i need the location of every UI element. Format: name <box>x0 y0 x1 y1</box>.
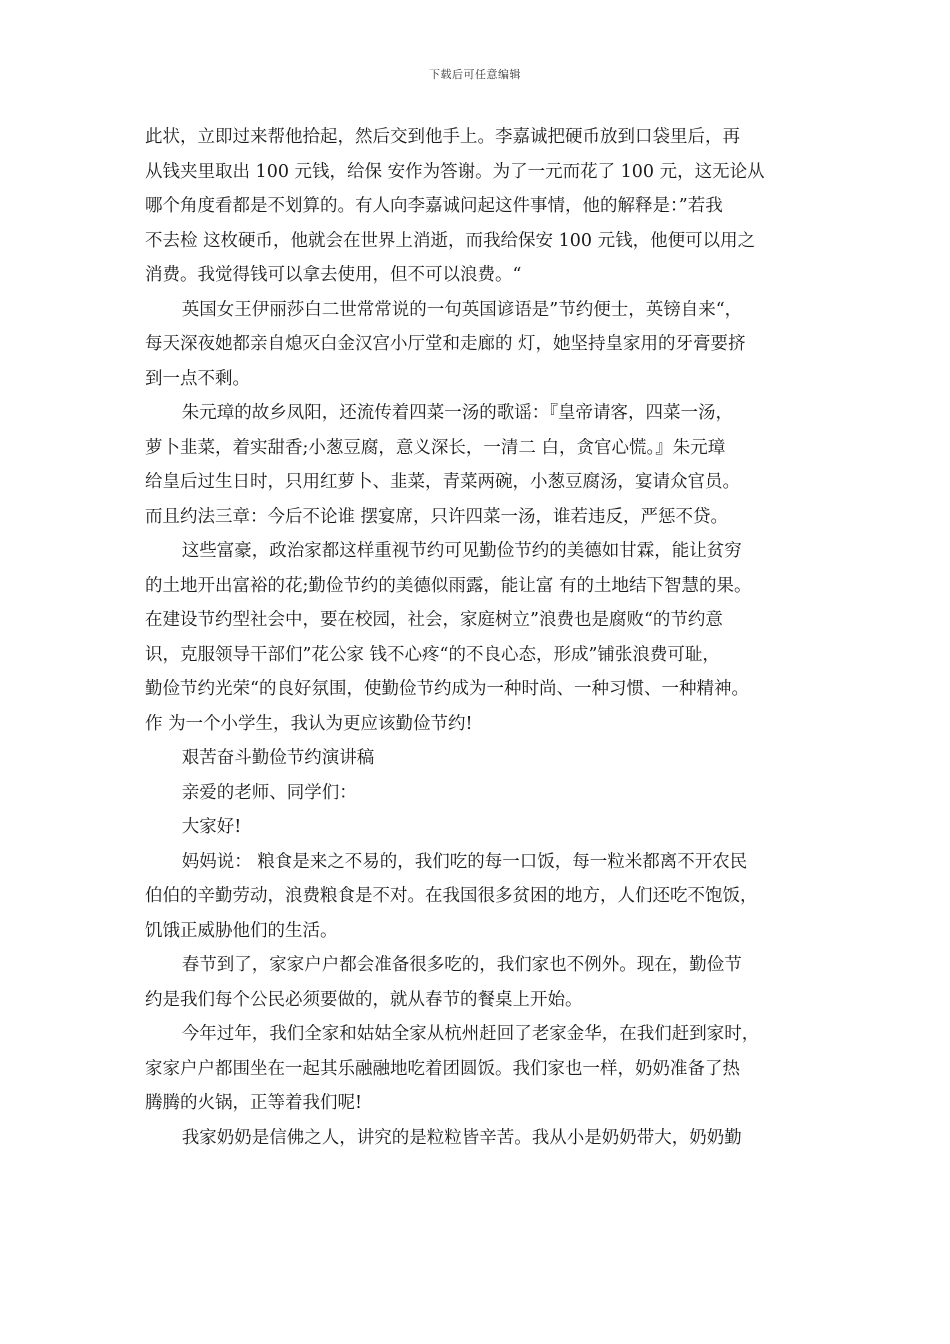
paragraph-5: 妈妈说： 粮食是来之不易的，我们吃的每一口饭，每一粒米都离不开农民 伯伯的辛勤劳动，浪费粮食是不对。在我国很多贫困的地方，人们还吃不饱饭， 饥饿正威胁他们的生活。 <box>145 851 758 941</box>
document-body <box>145 120 825 1155</box>
page-header: 下载后可任意编辑 <box>429 68 521 81</box>
speech-title: 艰苦奋斗勤俭节约演讲稿 <box>181 748 375 768</box>
paragraph-2: 英国女王伊丽莎白二世常常说的一句英国谚语是”节约便士，英镑自来“， 每天深夜她都亲自熄灭白金汉宫小厅堂和走廊的 灯，她坚持皇家用的牙膏要挤 到一点不剩。 <box>145 299 746 389</box>
paragraph-8: 我家奶奶是信佛之人，讲究的是粒粒皆辛苦。我从小是奶奶带大，奶奶勤 <box>181 1127 742 1148</box>
paragraph-4: 这些富豪，政治家都这样重视节约可见勤俭节约的美德如甘霖，能让贫穷 的土地开出富裕的花;勤俭节约的美德似雨露，能让富 有的土地结下智慧的果。 在建设节约型社会中，要在校园，社会，家庭树立”浪费也是腐败“的节约意 识，克服领导干部们”花公家 钱不心疼“的不良心态，形成”铺张浪费可耻， 勤俭节约光荣“的良好氛围，使勤俭节约成为一种时尚、一种习惯、一种精神。 作 为一个小学生，我认为更应该勤俭节约! <box>145 541 752 734</box>
paragraph-7: 今年过年，我们全家和姑姑全家从杭州赶回了老家金华，在我们赶到家时， 家家户户都围坐在一起其乐融融地吃着团圆饭。我们家也一样，奶奶准备了热 腾腾的火锅，正等着我们呢! <box>145 1024 760 1113</box>
paragraph-3: 朱元璋的故乡凤阳，还流传着四菜一汤的歌谣：『皇帝请客，四菜一汤， 萝卜韭菜，着实甜香;小葱豆腐，意义深长，一清二 白，贪官心慌。』朱元璋 给皇后过生日时，只用红萝卜、韭菜，青菜两碗，小葱豆腐汤，宴请众官员。 而且约法三章：今后不论谁 摆宴席，只许四菜一汤，谁若违反，严惩不贷。 <box>145 403 740 527</box>
paragraph-1: 此状，立即过来帮他拾起，然后交到他手上。李嘉诚把硬币放到口袋里后，再 从钱夹里取出 100 元钱，给保 安作为答谢。为了一元而花了 100 元，这无论从 哪个角度看都是不划算的。有人向李嘉诚问起这件事情，他的解释是：”若我 不去检 这枚硬币，他就会在世界上消逝，而我给保安 100 元钱，他便可以用之 消费。我觉得钱可以拿去使用，但不可以浪费。“ <box>145 127 765 285</box>
salutation: 亲爱的老师、同学们： <box>181 782 357 803</box>
greeting: 大家好! <box>181 817 242 837</box>
paragraph-6: 春节到了，家家户户都会准备很多吃的，我们家也不例外。现在，勤俭节 约是我们每个公民必须要做的，就从春节的餐桌上开始。 <box>145 955 742 1010</box>
